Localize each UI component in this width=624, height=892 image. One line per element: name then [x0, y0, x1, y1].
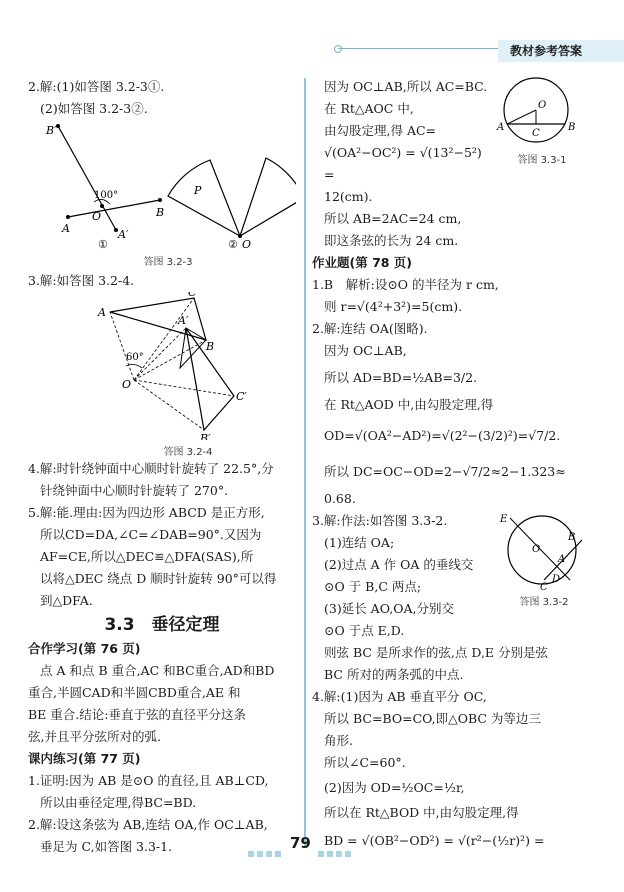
- coop-title: 合作学习(第 76 页): [28, 641, 141, 656]
- h3-line-5: ⊙O 于点 E,D.: [324, 623, 405, 638]
- h3-line-3: ⊙O 于 B,C 两点;: [324, 579, 422, 594]
- label-c-prime: C′: [236, 390, 247, 403]
- caption-3-3-1: 答图 3.3-1: [517, 155, 567, 166]
- label-o: O: [532, 544, 541, 555]
- label-o: O: [122, 378, 132, 391]
- h4-line-0: 4.解:(1)因为 AB 垂直平分 OC,: [312, 689, 487, 704]
- label-mark-1: ①: [98, 238, 108, 250]
- q2-line1: 2.解:(1)如答图 3.2-3①.: [28, 79, 165, 94]
- coop-line-0: 点 A 和点 B 重合,AC 和BC重合,AD和BD: [40, 663, 275, 678]
- label-c: C: [532, 128, 540, 139]
- label-c: C: [188, 292, 197, 299]
- h2-line-4: OD=√(OA²−AD²)=√(2²−(3/2)²)=√7/2.: [324, 428, 561, 443]
- section-title: 3.3 垂径定理: [104, 615, 220, 635]
- h1-line-1: 则 r=√(4²+3²)=5(cm).: [324, 299, 463, 314]
- caption-3-2-4: 答图 3.2-4: [163, 447, 213, 458]
- left-column: [28, 76, 296, 858]
- label-a: A: [558, 554, 566, 565]
- q5-line-2: AF=CE,所以△DEC≌△DFA(SAS),所: [40, 549, 254, 564]
- figure-3-2-4-svg: [28, 292, 296, 440]
- label-angle-100: 100°: [94, 190, 119, 201]
- h4-line-2: 角形.: [324, 733, 353, 748]
- h3-line-7: BC 所对的两条弧的中点.: [324, 667, 464, 682]
- p1-line-0: 1.证明:因为 AB 是⊙O 的直径,且 AB⊥CD,: [28, 773, 269, 788]
- q5-line-3: 以将△DEC 绕点 D 顺时针旋转 90°可以得: [40, 571, 277, 586]
- h4-line-5: 所以在 Rt△BOD 中,由勾股定理,得: [324, 805, 519, 820]
- label-b: B: [568, 122, 576, 133]
- right-column: [312, 76, 602, 858]
- header-rule: [338, 48, 498, 49]
- h2-line-1: 因为 OC⊥AB,: [324, 343, 407, 358]
- r-top-5: 所以 AB=2AC=24 cm,: [324, 211, 462, 226]
- h3-line-4: (3)延长 AO,OA,分别交: [324, 601, 454, 616]
- r-top-3: √(OA²−OC²) = √(13²−5²) =: [324, 145, 482, 182]
- label-mark-2: ②: [228, 238, 238, 250]
- h4-line-3: 所以∠C=60°.: [324, 755, 406, 770]
- coop-line-3: 弦,并且平分弦所对的弧.: [28, 729, 161, 744]
- r-top-6: 即这条弦的长为 24 cm.: [324, 233, 459, 248]
- q2-line2: (2)如答图 3.2-3②.: [40, 101, 148, 116]
- coop-line-2: BE 重合.结论:垂直于弦的直径平分这条: [28, 707, 246, 722]
- label-a-prime: A′: [118, 228, 129, 241]
- header-dot-icon: [334, 45, 342, 53]
- figure-3-3-2: [496, 510, 592, 610]
- h4-line-4: (2)因为 OD=½OC=½r,: [324, 780, 465, 795]
- figure-3-2-3-svg: [28, 120, 296, 250]
- p1-line-1: 所以由垂径定理,得BC=BD.: [40, 795, 197, 810]
- h3-line-1: (1)连结 OA;: [324, 535, 395, 550]
- q3-line: 3.解:如答图 3.2-4.: [28, 273, 135, 288]
- label-angle-60: 60°: [126, 352, 144, 363]
- label-a-prime: A′: [178, 314, 189, 327]
- h2-line-2: 所以 AD=BD=½AB=3/2.: [324, 370, 478, 385]
- label-b: B: [156, 206, 165, 219]
- r-top-1: 在 Rt△AOC 中,: [324, 101, 414, 116]
- label-c: C: [540, 582, 548, 593]
- h3-line-0: 3.解:作法:如答图 3.3-2.: [312, 513, 448, 528]
- label-b-prime: B′: [200, 432, 211, 440]
- label-a: A: [62, 222, 70, 235]
- footer: [0, 832, 624, 862]
- figure-3-2-4: [28, 292, 296, 458]
- q5-line-1: 所以CD=DA,∠C=∠DAB=90°.又因为: [40, 527, 262, 542]
- caption-3-2-3: 答图 3.2-3: [143, 257, 193, 268]
- label-b: B: [206, 340, 215, 353]
- header-tab: 教材参考答案: [498, 40, 624, 62]
- column-divider: [304, 78, 306, 848]
- r-top-2: 由勾股定理,得 AC=: [324, 123, 437, 138]
- q4-line-1: 针绕钟面中心顺时针旋转了 270°.: [40, 483, 229, 498]
- p2-line-1: 垂足为 C,如答图 3.3-1.: [40, 839, 173, 854]
- label-p: P: [194, 184, 202, 197]
- figure-3-3-1-svg: [492, 76, 592, 152]
- hw-title: 作业题(第 78 页): [312, 255, 413, 270]
- label-o2: O: [242, 238, 252, 250]
- figure-3-3-1: [492, 76, 592, 166]
- h2-line-3: 在 Rt△AOD 中,由勾股定理,得: [324, 397, 494, 412]
- h2-line-6: 0.68.: [324, 491, 356, 506]
- h2-line-0: 2.解:连结 OA(图略).: [312, 321, 428, 336]
- label-b: B: [568, 532, 576, 543]
- caption-3-3-2: 答图 3.3-2: [519, 597, 569, 608]
- practice-title: 课内练习(第 77 页): [28, 751, 141, 766]
- q4-line-0: 4.解:时针绕钟面中心顺时针旋转了 22.5°,分: [28, 461, 274, 476]
- footer-dots-left-icon: [248, 842, 284, 848]
- coop-line-1: 重合,半圆CAD和半圆CBD重合,AE 和: [28, 685, 241, 700]
- figure-3-3-2-svg: [496, 510, 592, 594]
- h4-line-6: BD = √(OB²−OD²) = √(r²−(½r)²) =: [324, 833, 545, 848]
- h2-line-5: 所以 DC=OC−OD=2−√7/2≈2−1.323≈: [324, 464, 566, 479]
- q5-line-0: 5.解:能.理由:因为四边形 ABCD 是正方形,: [28, 505, 265, 520]
- label-b-prime: B′: [46, 124, 57, 137]
- h1-line-0: 1.B 解析:设⊙O 的半径为 r cm,: [312, 277, 499, 292]
- label-o: O: [538, 100, 547, 111]
- figure-3-2-3: [28, 120, 296, 270]
- label-a: A: [98, 306, 106, 319]
- r-top-4: 12(cm).: [324, 189, 373, 204]
- page-number: 79: [290, 834, 311, 852]
- r-top-0: 因为 OC⊥AB,所以 AC=BC.: [324, 79, 488, 94]
- label-d: D: [552, 574, 561, 585]
- label-e: E: [500, 514, 508, 525]
- h3-line-2: (2)过点 A 作 OA 的垂线交: [324, 557, 474, 572]
- footer-dots-right-icon: [318, 842, 354, 848]
- h4-line-1: 所以 BC=BO=CO,即△OBC 为等边三: [324, 711, 541, 726]
- label-a: A: [497, 122, 505, 133]
- label-o: O: [92, 210, 102, 223]
- p2-line-0: 2.解:设这条弦为 AB,连结 OA,作 OC⊥AB,: [28, 817, 268, 832]
- q5-line-4: 到△DFA.: [40, 593, 93, 608]
- h3-line-6: 则弦 BC 是所求作的弦,点 D,E 分别是弦: [324, 645, 549, 660]
